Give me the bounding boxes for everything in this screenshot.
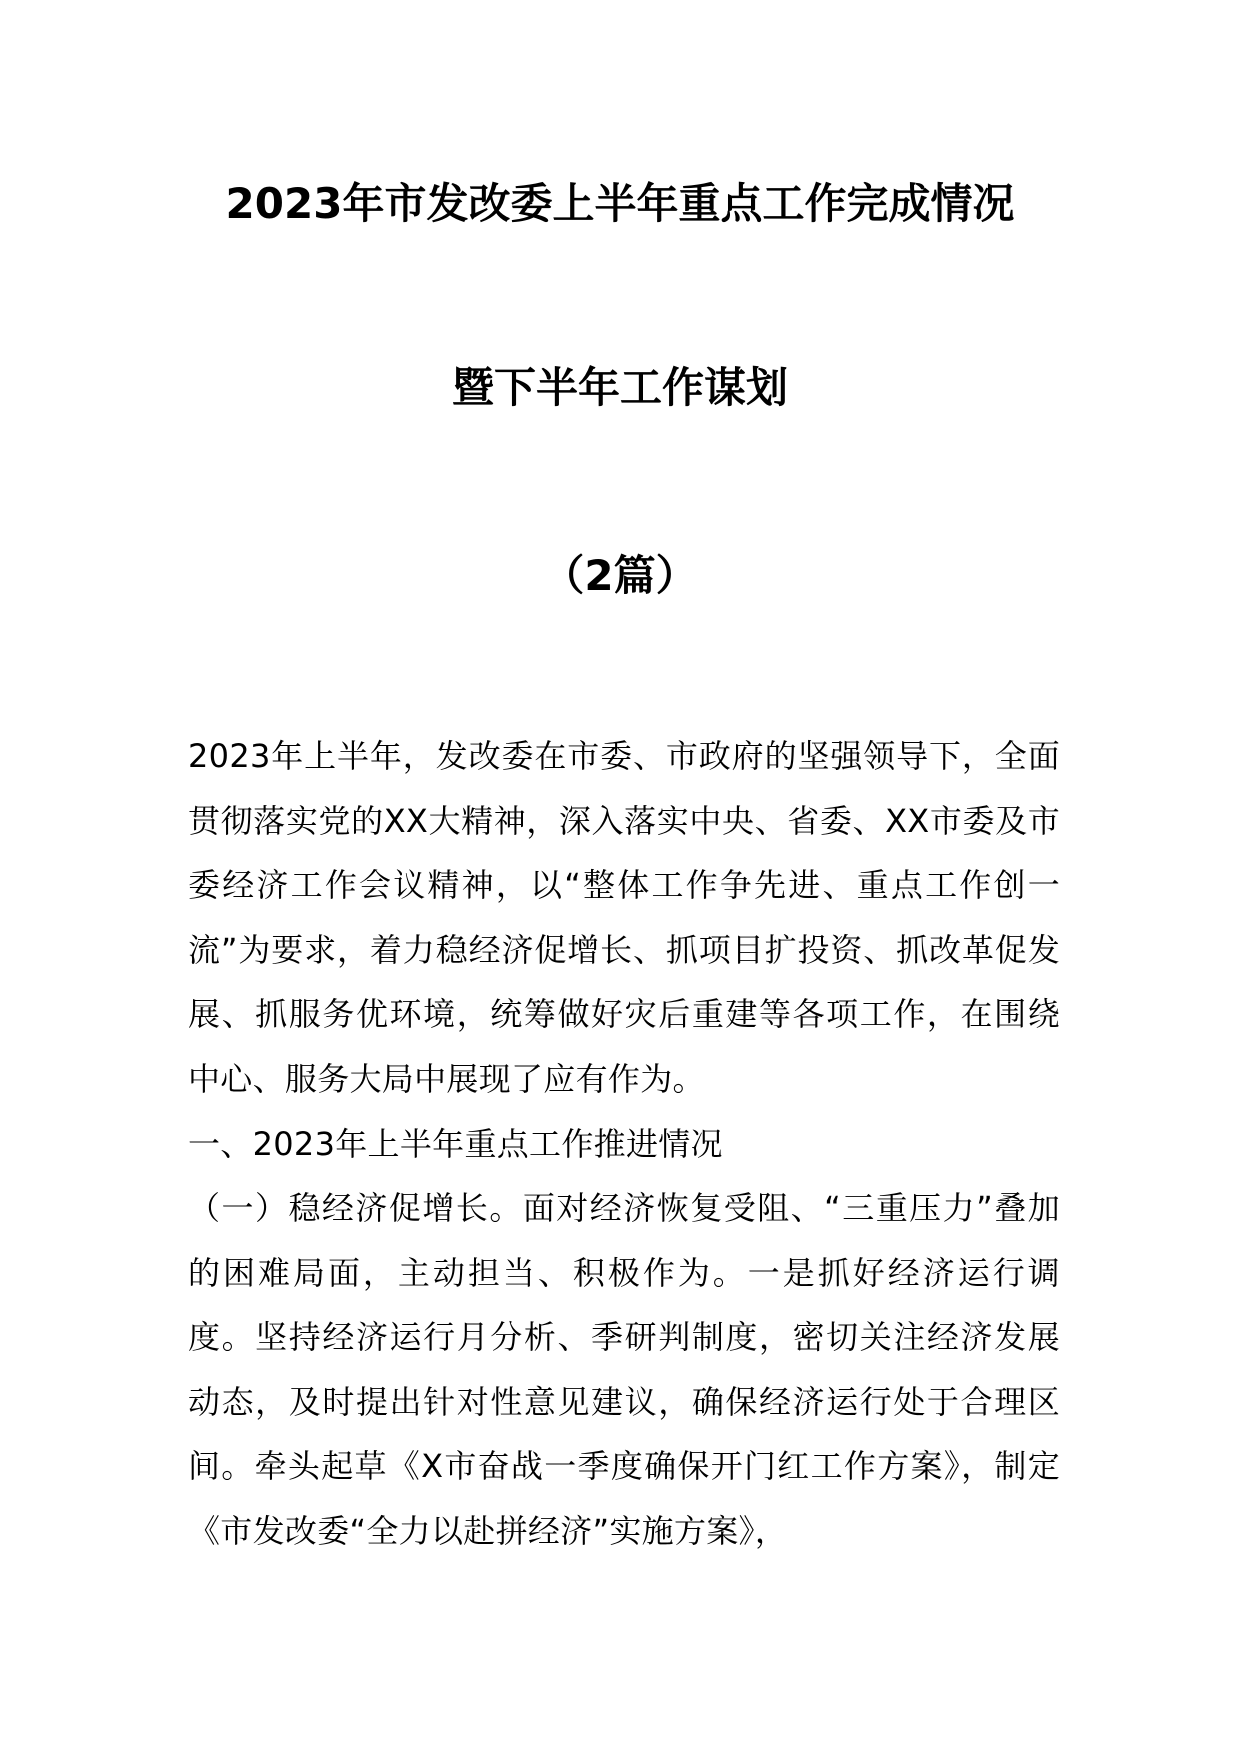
document-title-line-2: 暨下半年工作谋划 (451, 363, 788, 412)
paragraph-section-1 (188, 1176, 1060, 1563)
section-heading (188, 1112, 1060, 1177)
document-title-line-1: 2023年市发改委上半年重点工作完成情况 (225, 179, 1015, 228)
section-heading-text: 一、2023年上半年重点工作推进情况 (188, 1125, 723, 1163)
paragraph-section-1-text: （一）稳经济促增长。面对经济恢复受阻、“三重压力”叠加的困难局面，主动担当、积极作为。一是抓好经济运行调度。坚持经济运行月分析、季研判制度，密切关注经济发展动态，及时提出针对性意见建议，确保经济运行处于合理区间。牵头起草《X市奋战一季度确保开门红工作方案》，制定《市发改委“全力以赴拼经济”实施方案》， (188, 1189, 1060, 1550)
document-title-count: （2篇） (542, 551, 698, 600)
paragraph-intro-text: 2023年上半年，发改委在市委、市政府的坚强领导下，全面贯彻落实党的XX大精神，深入落实中央、省委、XX市委及市委经济工作会议精神，以“整体工作争先进、重点工作创一流”为要求，着力稳经济促增长、抓项目扩投资、抓改革促发展、抓服务优环境，统筹做好灾后重建等各项工作，在围绕中心、服务大局中展现了应有作为。 (188, 737, 1060, 1098)
paragraph-intro (188, 724, 1060, 1111)
